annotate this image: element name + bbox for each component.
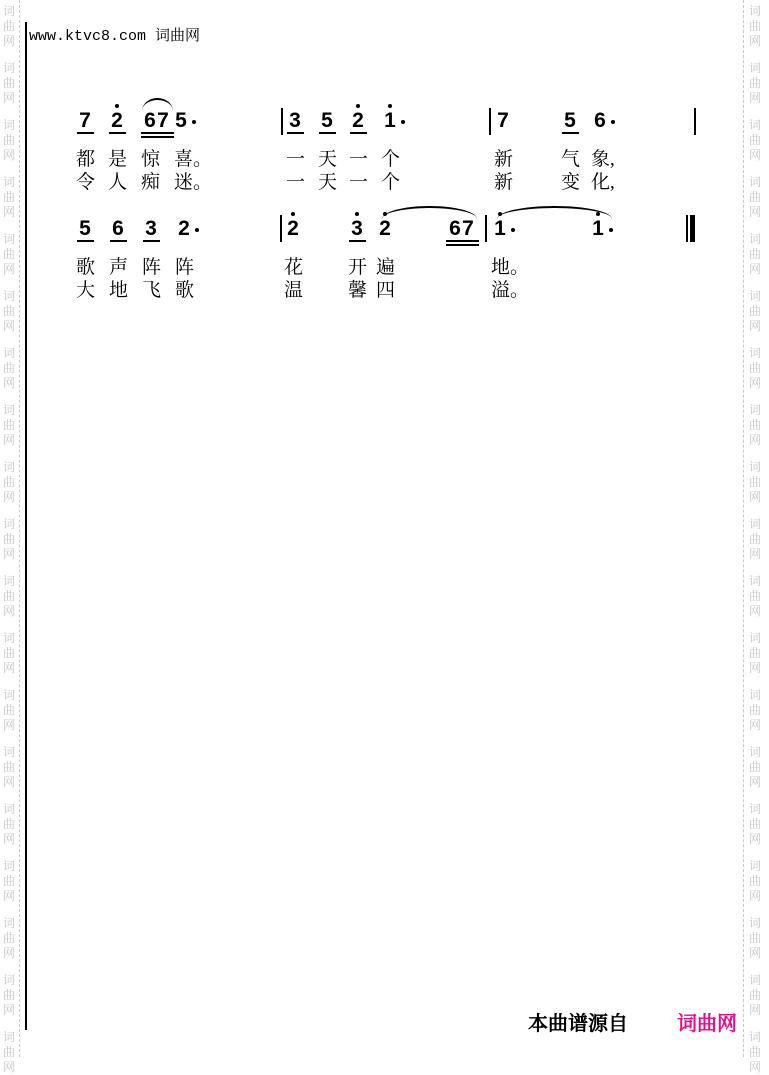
slur-arc <box>382 206 477 219</box>
lyric-text: 惊 <box>141 149 161 170</box>
lyric-text: 一 <box>286 149 306 170</box>
final-barline-thin <box>686 215 688 242</box>
watermark-char: 网 <box>3 433 16 447</box>
watermark-char: 词 <box>749 973 762 987</box>
lyric-text: 是 <box>108 149 128 170</box>
watermark-char: 曲 <box>749 247 762 261</box>
watermark-char: 曲 <box>749 1045 762 1059</box>
note-digit: 3 <box>289 109 301 132</box>
lyric-text: 都 <box>76 149 96 170</box>
note-digit: 6 <box>449 217 461 240</box>
lyric-text: 溢。 <box>491 280 530 301</box>
watermark-char: 曲 <box>3 760 16 774</box>
watermark-char: 曲 <box>749 19 762 33</box>
lyric-text: 歌 <box>175 280 195 301</box>
barline <box>694 108 696 135</box>
watermark-char: 词 <box>749 574 762 588</box>
watermark-char: 网 <box>749 148 762 162</box>
watermark-char: 网 <box>749 889 762 903</box>
watermark-char: 曲 <box>749 190 762 204</box>
note-digit: 1 <box>494 217 506 240</box>
lyric-text: 一 <box>286 172 306 193</box>
watermark-char: 网 <box>749 946 762 960</box>
watermark-char: 词 <box>3 802 16 816</box>
watermark-char: 网 <box>749 1003 762 1017</box>
watermark-char: 网 <box>749 718 762 732</box>
note-digit: 2 <box>178 217 190 240</box>
underline-beam <box>141 132 174 134</box>
watermark-char: 词 <box>749 460 762 474</box>
underline-beam <box>319 132 336 134</box>
underline-beam <box>77 132 94 134</box>
watermark-char: 网 <box>749 205 762 219</box>
lyric-text: 象, <box>591 149 615 170</box>
watermark-char: 词 <box>3 916 16 930</box>
lyric-text: 新 <box>494 149 514 170</box>
lyric-text: 阵 <box>175 257 195 278</box>
header-site-url: www.ktvc8.com 词曲网 <box>29 28 201 45</box>
lyric-text: 遍 <box>376 257 396 278</box>
watermark-char: 曲 <box>3 646 16 660</box>
note-digit: 7 <box>462 217 474 240</box>
watermark-char: 词 <box>749 859 762 873</box>
watermark-char: 词 <box>749 1030 762 1044</box>
watermark-char: 曲 <box>749 475 762 489</box>
note-digit: 7 <box>157 109 169 132</box>
watermark-char: 词 <box>3 688 16 702</box>
watermark-char: 词 <box>3 175 16 189</box>
left-border-rule <box>25 22 27 1030</box>
underline-beam <box>562 132 579 134</box>
watermark-char: 词 <box>749 118 762 132</box>
lyric-text: 一 <box>349 172 369 193</box>
note-digit: 3 <box>351 217 363 240</box>
underline-beam <box>350 132 367 134</box>
lyric-text: 阵 <box>142 257 162 278</box>
left-dashed-rule <box>19 0 20 1057</box>
watermark-char: 曲 <box>749 304 762 318</box>
underline-beam <box>141 136 174 138</box>
lyric-text: 馨 <box>348 280 368 301</box>
watermark-char: 词 <box>749 631 762 645</box>
note-digit: 2 <box>111 109 123 132</box>
watermark-char: 词 <box>3 232 16 246</box>
watermark-char: 曲 <box>3 19 16 33</box>
watermark-char: 词 <box>749 688 762 702</box>
watermark-char: 网 <box>3 1003 16 1017</box>
watermark-char: 网 <box>749 91 762 105</box>
watermark-char: 网 <box>3 946 16 960</box>
augmentation-dot <box>195 228 199 232</box>
watermark-char: 词 <box>749 175 762 189</box>
final-barline-thick <box>690 215 695 242</box>
watermark-char: 曲 <box>3 589 16 603</box>
note-digit: 3 <box>145 217 157 240</box>
watermark-char: 网 <box>3 91 16 105</box>
lyric-text: 气 <box>561 149 581 170</box>
footer-site-label: 词曲网 <box>677 1013 737 1035</box>
watermark-char: 词 <box>3 118 16 132</box>
barline <box>280 215 282 242</box>
watermark-char: 网 <box>3 661 16 675</box>
watermark-char: 词 <box>749 403 762 417</box>
watermark-char: 词 <box>3 403 16 417</box>
watermark-char: 曲 <box>749 133 762 147</box>
note-digit: 6 <box>112 217 124 240</box>
note-digit: 6 <box>144 109 156 132</box>
watermark-char: 曲 <box>749 931 762 945</box>
watermark-char: 曲 <box>749 532 762 546</box>
watermark-char: 曲 <box>749 589 762 603</box>
barline <box>489 108 491 135</box>
watermark-char: 曲 <box>3 418 16 432</box>
note-digit: 5 <box>321 109 333 132</box>
watermark-char: 网 <box>3 148 16 162</box>
watermark-char: 网 <box>749 319 762 333</box>
lyric-text: 个 <box>381 172 401 193</box>
octave-dot <box>291 212 295 216</box>
watermark-char: 曲 <box>3 703 16 717</box>
watermark-char: 曲 <box>3 76 16 90</box>
watermark-char: 曲 <box>749 817 762 831</box>
watermark-char: 网 <box>749 490 762 504</box>
watermark-char: 词 <box>749 4 762 18</box>
watermark-char: 网 <box>3 775 16 789</box>
lyric-text: 四 <box>376 280 396 301</box>
watermark-char: 词 <box>749 802 762 816</box>
watermark-char: 词 <box>749 346 762 360</box>
augmentation-dot <box>192 120 196 124</box>
right-dashed-rule <box>743 0 744 1057</box>
lyric-text: 一 <box>349 149 369 170</box>
note-digit: 1 <box>592 217 604 240</box>
note-digit: 5 <box>79 217 91 240</box>
watermark-char: 网 <box>749 34 762 48</box>
watermark-char: 词 <box>3 289 16 303</box>
note-digit: 2 <box>287 217 299 240</box>
underline-beam <box>109 132 126 134</box>
watermark-char: 词 <box>749 61 762 75</box>
augmentation-dot <box>511 228 515 232</box>
underline-beam <box>77 240 94 242</box>
watermark-char: 网 <box>749 433 762 447</box>
watermark-char: 曲 <box>749 760 762 774</box>
watermark-char: 词 <box>3 1030 16 1044</box>
watermark-char: 曲 <box>749 418 762 432</box>
watermark-char: 词 <box>3 346 16 360</box>
lyric-text: 歌 <box>76 257 96 278</box>
watermark-char: 网 <box>3 547 16 561</box>
watermark-char: 网 <box>749 547 762 561</box>
augmentation-dot <box>609 228 613 232</box>
watermark-char: 曲 <box>3 1045 16 1059</box>
lyric-text: 地 <box>109 280 129 301</box>
note-digit: 7 <box>497 109 509 132</box>
note-digit: 2 <box>352 109 364 132</box>
slur-arc <box>142 98 173 111</box>
lyric-text: 个 <box>381 149 401 170</box>
lyric-text: 飞 <box>142 280 162 301</box>
note-digit: 5 <box>175 109 187 132</box>
octave-dot <box>355 212 359 216</box>
lyric-text: 声 <box>109 257 129 278</box>
lyric-text: 天 <box>318 149 338 170</box>
watermark-char: 曲 <box>3 361 16 375</box>
watermark-char: 词 <box>3 631 16 645</box>
underline-beam <box>349 240 366 242</box>
lyric-text: 人 <box>108 172 128 193</box>
lyric-text: 地。 <box>491 257 530 278</box>
watermark-char: 词 <box>3 574 16 588</box>
watermark-char: 网 <box>749 1060 762 1074</box>
watermark-char: 曲 <box>749 361 762 375</box>
watermark-char: 网 <box>749 262 762 276</box>
watermark-char: 曲 <box>749 874 762 888</box>
watermark-char: 网 <box>3 205 16 219</box>
watermark-char: 曲 <box>749 76 762 90</box>
footer-source-label: 本曲谱源自 <box>528 1013 628 1035</box>
underline-beam <box>110 240 127 242</box>
slur-arc <box>497 206 612 219</box>
lyric-text: 新 <box>494 172 514 193</box>
watermark-char: 曲 <box>3 133 16 147</box>
watermark-char: 网 <box>3 34 16 48</box>
watermark-char: 网 <box>749 661 762 675</box>
lyric-text: 痴 <box>141 172 161 193</box>
watermark-char: 曲 <box>3 247 16 261</box>
octave-dot <box>388 104 392 108</box>
watermark-char: 词 <box>749 289 762 303</box>
watermark-char: 网 <box>3 490 16 504</box>
octave-dot <box>115 104 119 108</box>
watermark-char: 曲 <box>3 475 16 489</box>
note-digit: 2 <box>379 217 391 240</box>
watermark-char: 词 <box>749 517 762 531</box>
watermark-char: 词 <box>3 745 16 759</box>
watermark-char: 词 <box>3 4 16 18</box>
watermark-char: 词 <box>3 859 16 873</box>
watermark-char: 曲 <box>3 304 16 318</box>
watermark-char: 网 <box>749 604 762 618</box>
underline-beam <box>287 132 304 134</box>
watermark-char: 曲 <box>3 817 16 831</box>
watermark-char: 网 <box>3 604 16 618</box>
watermark-char: 网 <box>749 775 762 789</box>
lyric-text: 迷。 <box>174 172 213 193</box>
note-digit: 5 <box>564 109 576 132</box>
watermark-char: 网 <box>3 376 16 390</box>
underline-beam <box>446 240 479 242</box>
watermark-char: 词 <box>749 745 762 759</box>
watermark-char: 网 <box>3 1060 16 1074</box>
barline <box>485 215 487 242</box>
augmentation-dot <box>611 120 615 124</box>
watermark-char: 词 <box>3 517 16 531</box>
underline-beam <box>446 244 479 246</box>
watermark-char: 词 <box>3 460 16 474</box>
watermark-char: 曲 <box>749 988 762 1002</box>
watermark-char: 网 <box>3 262 16 276</box>
note-digit: 7 <box>79 109 91 132</box>
lyric-text: 花 <box>284 257 304 278</box>
lyric-text: 开 <box>348 257 368 278</box>
watermark-char: 网 <box>3 718 16 732</box>
watermark-char: 曲 <box>3 190 16 204</box>
note-digit: 6 <box>594 109 606 132</box>
watermark-char: 词 <box>3 973 16 987</box>
watermark-char: 网 <box>3 319 16 333</box>
lyric-text: 喜。 <box>174 149 213 170</box>
watermark-char: 词 <box>749 232 762 246</box>
watermark-char: 网 <box>749 376 762 390</box>
lyric-text: 温 <box>284 280 304 301</box>
lyric-text: 化, <box>591 172 615 193</box>
octave-dot <box>356 104 360 108</box>
barline <box>281 108 283 135</box>
lyric-text: 令 <box>76 172 96 193</box>
watermark-char: 网 <box>749 832 762 846</box>
lyric-text: 大 <box>76 280 96 301</box>
watermark-char: 词 <box>749 916 762 930</box>
watermark-char: 网 <box>3 889 16 903</box>
augmentation-dot <box>401 120 405 124</box>
lyric-text: 天 <box>318 172 338 193</box>
underline-beam <box>143 240 160 242</box>
watermark-char: 曲 <box>3 988 16 1002</box>
watermark-char: 曲 <box>3 532 16 546</box>
watermark-char: 曲 <box>749 646 762 660</box>
watermark-char: 曲 <box>749 703 762 717</box>
watermark-char: 曲 <box>3 931 16 945</box>
watermark-char: 词 <box>3 61 16 75</box>
watermark-char: 曲 <box>3 874 16 888</box>
watermark-char: 网 <box>3 832 16 846</box>
lyric-text: 变 <box>561 172 581 193</box>
note-digit: 1 <box>384 109 396 132</box>
